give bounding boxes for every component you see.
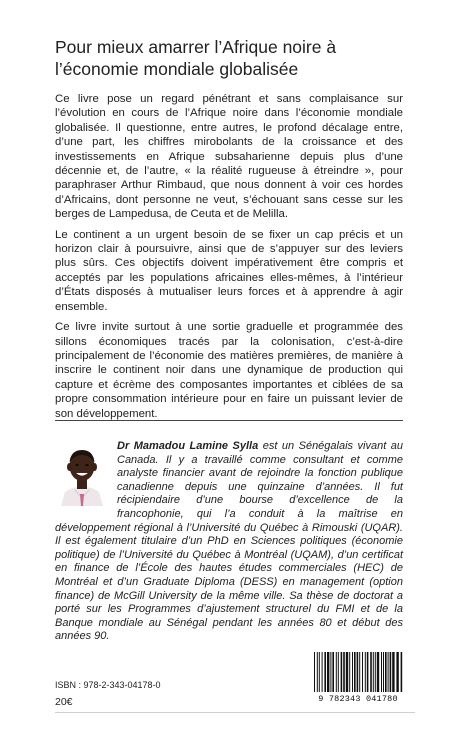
isbn: ISBN : 978-2-343-04178-0 — [55, 680, 161, 690]
barcode-bar — [365, 652, 366, 692]
book-title-line-1: Pour mieux amarrer l’Afrique noire à — [55, 37, 337, 57]
summary-paragraph-2: Le continent a un urgent besoin de se fixer un cap précis et un horizon clair à poursuivre, ainsi que de s’appuyer sur des leviers plus sûrs. Ces objectifs doivent impérativement être compris et acceptés par les populations africaines elles-mêmes, à l’intérieur d’États disposés à mutualiser leurs forces et à apprendre à agir ensemble. — [55, 228, 403, 313]
barcode-bar — [367, 652, 369, 692]
barcode-bar — [330, 652, 331, 692]
barcode-bar — [319, 652, 320, 692]
barcode-bar — [362, 652, 363, 692]
summary-paragraph-1: Ce livre pose un regard pénétrant et sans complaisance sur l’évolution en cours de l’Afrique noire dans l’économie mondiale globalisée. Il questionne, entre autres, le profond décalage entre, d’une part, les chiffres mirobolants de la croissance et des investissements en Afrique subsaharienne depuis plus d’une décennie et, de l’autre, « la réalité rugueuse à étreindre », pour paraphraser Arthur Rimbaud, que nous donnent à voir ces hordes d’Africains, dont personne ne veut, s’échouant sans cesse sur les berges de Lampedusa, de Ceuta et de Melilla. — [55, 93, 403, 221]
barcode-bar — [343, 652, 345, 692]
barcode-bar — [392, 652, 394, 692]
barcode-bar — [327, 652, 329, 692]
barcode-bar — [385, 652, 387, 692]
barcode-bar — [373, 652, 374, 692]
barcode-bar — [381, 652, 382, 692]
bottom-divider — [55, 712, 415, 713]
book-summary — [55, 92, 403, 427]
author-bio — [55, 440, 403, 644]
barcode-bar — [336, 652, 337, 692]
book-title-line-2: l’économie mondiale globalisée — [55, 59, 299, 79]
barcode-bar — [383, 652, 384, 692]
author-bio-text: est un Sénégalais vivant au Canada. Il y a travaillé comme consultant et comme analyste financier avant de rejoindre la fonction publique canadienne depuis une quinzaine d’années. Il fut récipiendaire d’une bourse d’excellence de la francophonie, qui l’a conduit à la maîtrise en développement régional à l’Université du Québec à Rimouski (UQAR). Il est également titulaire d’un PhD en Sciences politiques (économie politique) de l’Université du Québec à Montréal (UQAM), d’un certificat en finance de l’École des hautes études commerciales (HEC) de Montréal et d’un Graduate Diploma (DESS) en management (option finance) de McGill University de la même ville. Sa thèse de doctorat a porté sur les Programmes d’ajustement structurel du FMI et de la Banque mondiale au Sénégal pendant les années 80 et début des années 90. — [55, 440, 403, 643]
barcode-bar — [338, 652, 339, 692]
author-portrait-icon — [55, 440, 109, 506]
barcode-bar — [349, 652, 350, 692]
barcode-bar — [370, 652, 372, 692]
author-name: Dr Mamadou Lamine Sylla — [117, 440, 259, 452]
barcode-bar — [352, 652, 353, 692]
barcode-bar — [388, 652, 389, 692]
barcode-bar — [396, 652, 398, 692]
summary-paragraph-3: Ce livre invite surtout à une sortie graduelle et programmée des sillons économiques tracés par la colonisation, c’est-à-dire principalement de l’économie des matières premières, de manière à inscrire le continent noir dans une dynamique de production qui capture et écrème des composantes importantes et ciblées de sa propre consommation intérieure pour en faire un puissant levier de son développement. — [55, 321, 403, 420]
barcode-bar — [359, 652, 360, 692]
barcode-bar — [314, 652, 315, 692]
barcode-bar — [377, 652, 379, 692]
barcode-bar — [317, 652, 318, 692]
barcode-bar — [354, 652, 356, 692]
section-divider — [55, 420, 403, 421]
barcode-bar — [346, 652, 348, 692]
price: 20€ — [55, 696, 73, 708]
barcode-bar — [357, 652, 359, 692]
barcode-bar — [324, 652, 326, 692]
barcode-bar — [390, 652, 392, 692]
barcode-digits: 9 782343 041780 — [318, 694, 398, 704]
barcode-bar — [322, 652, 323, 692]
book-title — [55, 36, 415, 80]
barcode-bar — [375, 652, 376, 692]
barcode-bar — [341, 652, 343, 692]
barcode-bars-icon — [312, 652, 404, 694]
barcode-bar — [401, 652, 403, 692]
author-photo — [55, 440, 113, 510]
barcode-bar — [332, 652, 334, 692]
